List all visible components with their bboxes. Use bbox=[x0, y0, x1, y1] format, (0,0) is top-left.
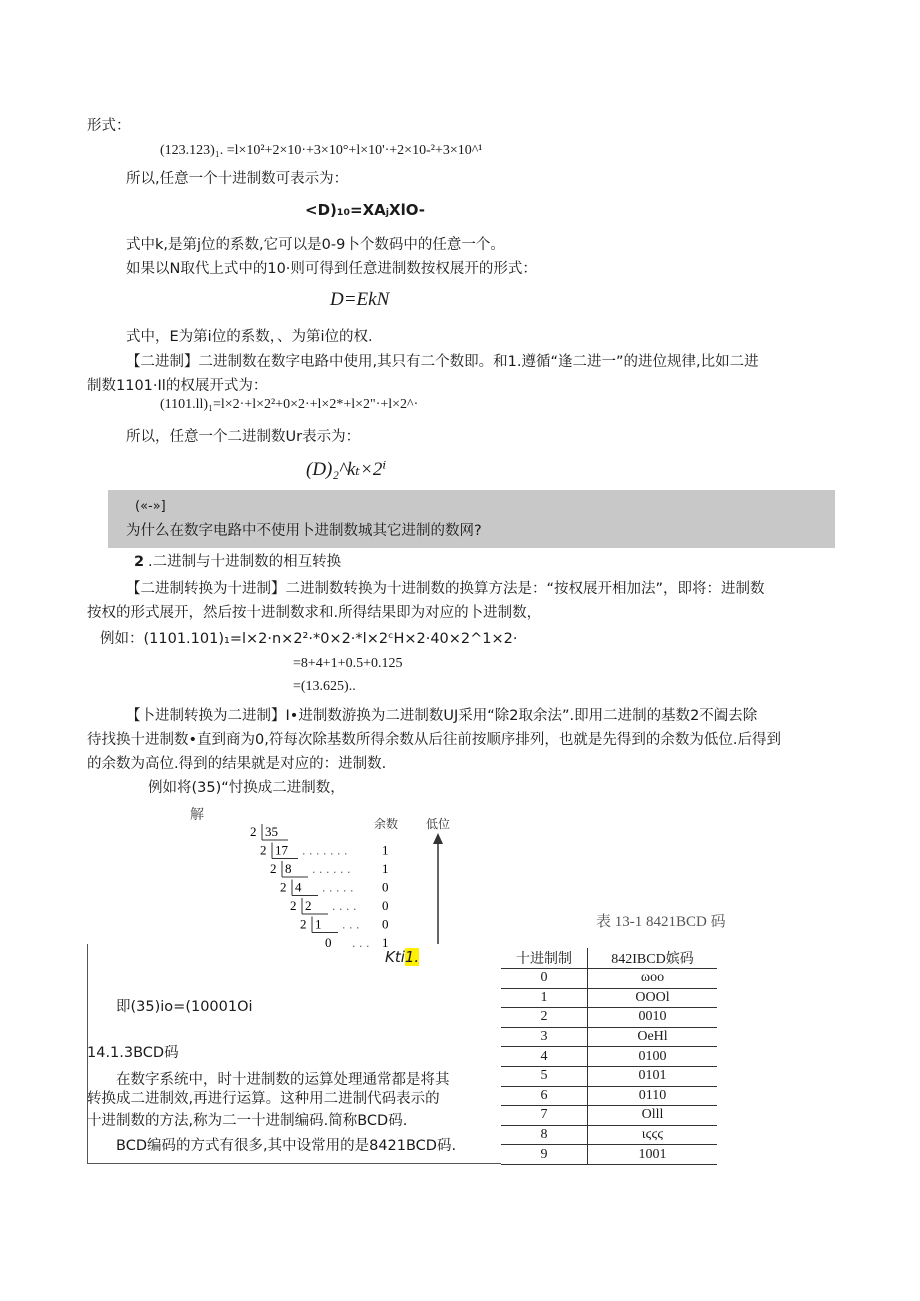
divisor-2: 2 bbox=[290, 898, 297, 913]
cell-bcd: 0100 bbox=[588, 1047, 718, 1067]
remainder-value: 0 bbox=[382, 879, 389, 895]
header-decimal: 十进制制 bbox=[501, 948, 588, 969]
cell-bcd: 0101 bbox=[588, 1066, 718, 1086]
table-row bbox=[501, 988, 717, 1008]
kti-text: Kti bbox=[385, 948, 405, 966]
cell-decimal: 8 bbox=[501, 1125, 588, 1145]
formula-decimal-general: <D)₁₀=XAⱼXlO- bbox=[305, 201, 426, 219]
remainder-value: 1 bbox=[382, 861, 389, 876]
text-dec-to-bin-3: 的余数为高位.得到的结果就是对应的：进制数. bbox=[87, 756, 387, 772]
bcd-table bbox=[501, 948, 717, 1165]
cell-decimal: 2 bbox=[501, 1008, 588, 1028]
remainder-value: 1 bbox=[382, 935, 389, 949]
arrow-up-icon bbox=[433, 833, 443, 844]
cell-bcd: OOOl bbox=[588, 988, 718, 1008]
bcd-text-3: 十进制数的方法,称为二一十进制编码.简称BCD码. bbox=[87, 1113, 408, 1129]
division-diagram-svg bbox=[190, 804, 490, 949]
cell-decimal: 4 bbox=[501, 1047, 588, 1067]
quotient-value: 17 bbox=[275, 842, 288, 858]
divisor-2: 2 bbox=[300, 916, 307, 932]
section-number: 2 bbox=[134, 554, 145, 570]
table-row bbox=[501, 969, 717, 989]
divisor-2: 2 bbox=[270, 861, 277, 876]
result-35: 即(35)io=(10001Oi bbox=[116, 999, 253, 1015]
table-row bbox=[501, 1027, 717, 1047]
text-any-decimal: 所以,任意一个十进制数可表示为： bbox=[126, 171, 349, 187]
table-row bbox=[501, 1047, 717, 1067]
leader-dots: . . . bbox=[342, 918, 360, 932]
text-bin-to-dec-2: 按权的形式展开，然后按十进制数求和.所得结果即为对应的卜进制数， bbox=[87, 605, 542, 621]
divisor-2: 2 bbox=[260, 842, 267, 858]
formula-any-base: D=EkN bbox=[330, 289, 390, 310]
text-formal: 形式： bbox=[87, 118, 131, 134]
division-diagram bbox=[190, 804, 490, 949]
cell-decimal: 9 bbox=[501, 1145, 588, 1165]
header-bcd: 842IBCD嫔码 bbox=[588, 948, 718, 969]
table-row bbox=[501, 1066, 717, 1086]
cell-bcd: 0010 bbox=[588, 1008, 718, 1028]
cell-bcd: ιϛϛϛ bbox=[588, 1125, 718, 1145]
quotient-value: 2 bbox=[305, 898, 312, 913]
cell-bcd: 1001 bbox=[588, 1145, 718, 1165]
cell-decimal: 0 bbox=[501, 969, 588, 989]
text-example-35: 例如将(35)“忖换成二进制数， bbox=[148, 780, 345, 796]
text-binary-intro-1: 【二进制】二进制数在数字电路中使用,其只有二个数即。和1.遵循“逢二进一”的进位规律,比如二进 bbox=[126, 354, 759, 370]
text-coefficient-kj: 式中k,是第j位的系数,它可以是0-9卜个数码中的任意一个。 bbox=[126, 237, 505, 253]
table-header-row bbox=[501, 948, 717, 969]
kti-highlight: 1. bbox=[404, 948, 420, 966]
bcd-text-1: 在数字系统中，时十进制数的运算处理通常都是将其 bbox=[116, 1072, 450, 1088]
bcd-text-4: BCD编码的方式有很多,其中设常用的是8421BCD码. bbox=[116, 1138, 457, 1154]
diagram-remainder-label: 余数 bbox=[374, 817, 399, 831]
remainder-value: 1 bbox=[382, 842, 389, 858]
quotient-value: 1 bbox=[315, 916, 322, 932]
question-box-label: («-»] bbox=[135, 499, 166, 514]
divisor-2: 2 bbox=[250, 824, 257, 839]
section-title: .二进制与十进制数的相互转换 bbox=[148, 554, 342, 570]
cell-decimal: 1 bbox=[501, 988, 588, 1008]
leader-dots: . . . . bbox=[332, 900, 357, 913]
leader-dots: . . . . . . bbox=[312, 863, 351, 876]
text-dec-to-bin-1: 【卜进制转换为二进制】I•进制数游换为二进制数UJ采用“除2取余法”.即用二进制的基数2不阖去除 bbox=[126, 708, 758, 724]
kti-mark bbox=[385, 948, 419, 966]
diagram-jie: 解 bbox=[190, 807, 204, 823]
section-bcd-title: 14.1.3BCD码 bbox=[87, 1045, 179, 1061]
cell-decimal: 5 bbox=[501, 1066, 588, 1086]
text-replace-with-n: 如果以N取代上式中的10·则可得到任意进制数按权展开的形式： bbox=[126, 261, 537, 277]
text-binary-intro-2: 制数1101·Il的权展开式为： bbox=[87, 378, 268, 394]
cell-decimal: 7 bbox=[501, 1106, 588, 1126]
remainder-value: 0 bbox=[382, 916, 389, 932]
cell-decimal: 3 bbox=[501, 1027, 588, 1047]
table-row bbox=[501, 1086, 717, 1106]
example-line-1: 例如：(1101.101)₁=l×2·n×2²·*0×2·*l×2ᶜH×2·40×2^1×2· bbox=[100, 631, 518, 647]
table-row bbox=[501, 1125, 717, 1145]
text-bin-to-dec-1: 【二进制转换为十进制】二进制数转换为十进制数的换算方法是：“按权展开相加法”，即将：进制数 bbox=[126, 581, 765, 597]
text-dec-to-bin-2: 待找换十进制数•直到商为0,符每次除基数所得余数从后往前按顺序排列，也就是先得到的余数为低位.后得到 bbox=[87, 732, 781, 748]
leader-dots: . . . . . bbox=[322, 881, 354, 895]
bcd-text-2: 转换成二进制效,再进行运算。这种用二进制代码表示的 bbox=[87, 1091, 440, 1107]
divisor-2: 2 bbox=[280, 879, 287, 895]
formula-binary-general: (D)₂^kₜ×2ⁱ bbox=[306, 459, 387, 480]
leader-dots: . . . bbox=[352, 937, 370, 949]
leader-dots: . . . . . . . bbox=[302, 844, 348, 858]
text-weight-definition: 式中，E为第i位的系数，、为第i位的权. bbox=[126, 329, 373, 345]
quotient-value: 8 bbox=[285, 861, 292, 876]
text-any-binary: 所以，任意一个二进制数Ur表示为： bbox=[126, 429, 361, 445]
cell-bcd: 0110 bbox=[588, 1086, 718, 1106]
table-row bbox=[501, 1106, 717, 1126]
quotient-value: 0 bbox=[325, 935, 332, 949]
quotient-value: 35 bbox=[265, 824, 278, 839]
cell-bcd: OeHl bbox=[588, 1027, 718, 1047]
cell-decimal: 6 bbox=[501, 1086, 588, 1106]
example-line-2: =8+4+1+0.5+0.125 bbox=[293, 656, 403, 671]
example-line-3: =(13.625).. bbox=[293, 679, 356, 694]
table-caption: 表 13-1 8421BCD 码 bbox=[596, 914, 726, 930]
diagram-low-label: 低位 bbox=[426, 817, 451, 831]
cell-bcd: Olll bbox=[588, 1106, 718, 1126]
formula-binary-expansion: (1101.ll)₁=l×2·+l×2²+0×2·+l×2*+l×2"·+l×2^· bbox=[160, 397, 419, 412]
formula-decimal-expansion: (123.123)₁. =l×10²+2×10·+3×10°+l×10'·+2×10-²+3×10^¹ bbox=[160, 143, 483, 158]
cell-bcd: ωoo bbox=[588, 969, 718, 989]
remainder-value: 0 bbox=[382, 898, 389, 913]
quotient-value: 4 bbox=[295, 879, 302, 895]
question-box-text: 为什么在数字电路中不使用卜进制数城其它进制的数网? bbox=[126, 523, 482, 539]
bottom-border-line bbox=[87, 1163, 501, 1164]
table-row bbox=[501, 1008, 717, 1028]
table-row bbox=[501, 1145, 717, 1165]
